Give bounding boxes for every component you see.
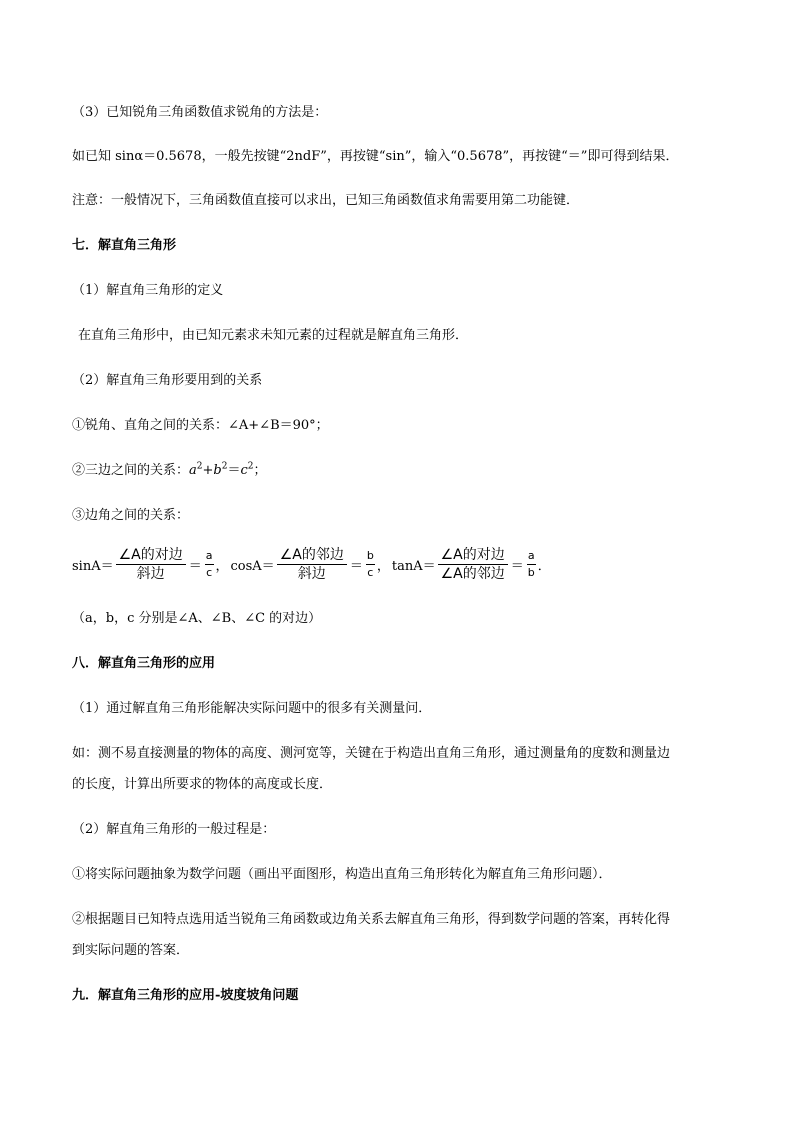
tan-ratio <box>527 548 536 581</box>
sin-denominator: 斜边 <box>136 565 165 582</box>
sin-numerator: ∠A的对边 <box>116 546 186 565</box>
equals-sign: ＝ <box>349 558 363 574</box>
equals-sign: ＝ <box>227 463 241 478</box>
plus-sign: + <box>202 463 214 478</box>
paragraph-relations-title: （2）解直角三角形要用到的关系 <box>72 373 263 388</box>
var-a: a <box>189 463 197 478</box>
paragraph-definition: 在直角三角形中，由已知元素求未知元素的过程就是解直角三角形． <box>78 328 469 343</box>
cos-fraction <box>277 546 347 583</box>
equals-sign: ＝ <box>510 558 524 574</box>
var-b: b <box>213 463 222 478</box>
section-heading-9: 九．解直角三角形的应用-坡度坡角问题 <box>72 988 299 1003</box>
process-step-1: ①将实际问题抽象为数学问题（画出平面图形，构造出直角三角形转化为解直角三角形问题）． <box>72 867 612 882</box>
comma: ， <box>376 558 390 574</box>
paragraph-note: 注意：一般情况下，三角函数值直接可以求出，已知三角函数值求角需要用第二功能键． <box>72 193 580 208</box>
ratio-denominator: c <box>206 565 213 579</box>
section-heading-7: 七．解直角三角形 <box>72 238 177 253</box>
paragraph-side-notation: （a，b，c 分别是∠A、∠B、∠C 的对边） <box>72 611 322 626</box>
period: ． <box>537 558 551 574</box>
tan-fraction <box>438 546 508 583</box>
sin-label: sinA＝ <box>72 558 114 574</box>
exponent: 2 <box>221 461 228 472</box>
tan-label: tanA＝ <box>391 558 436 574</box>
trig-formula <box>72 543 551 585</box>
var-c: c <box>240 463 248 478</box>
relation-sides-label: ②三边之间的关系： <box>72 463 190 478</box>
tan-numerator: ∠A的对边 <box>438 546 508 565</box>
ratio-numerator: a <box>205 548 214 565</box>
cos-denominator: 斜边 <box>297 565 326 582</box>
sin-fraction <box>116 546 186 583</box>
ratio-numerator: b <box>366 548 375 565</box>
relation-side-angle-title: ③边角之间的关系： <box>72 508 190 523</box>
ratio-numerator: a <box>527 548 536 565</box>
tan-denominator: ∠A的邻边 <box>440 565 505 582</box>
paragraph-process-title: （2）解直角三角形的一般过程是： <box>72 822 276 837</box>
ratio-denominator: b <box>527 565 535 579</box>
cos-ratio <box>366 548 375 581</box>
section-heading-8: 八．解直角三角形的应用 <box>72 656 216 671</box>
paragraph-example: 如已知 sinα＝0.5678，一般先按键“2ndF”，再按键“sin”，输入“0.5678”，再按键“＝”即可得到结果． <box>72 149 679 164</box>
relation-angles: ①锐角、直角之间的关系：∠A+∠B＝90°； <box>72 418 329 433</box>
paragraph-definition-title: （1）解直角三角形的定义 <box>72 283 224 298</box>
process-step-2-line-1: ②根据题目已知特点选用适当锐角三角函数或边角关系去解直角三角形，得到数学问题的答案，再转化得 <box>72 912 671 927</box>
equals-sign: ＝ <box>188 558 202 574</box>
cos-label: cosA＝ <box>230 558 275 574</box>
exponent: 2 <box>196 461 203 472</box>
ratio-denominator: c <box>367 565 374 579</box>
paragraph-example-line-2: 的长度，计算出所要求的物体的高度或长度． <box>72 777 333 792</box>
relation-sides <box>72 461 267 481</box>
paragraph-application-1: （1）通过解直角三角形能解决实际问题中的很多有关测量问． <box>72 701 432 716</box>
semicolon: ； <box>253 463 267 478</box>
paragraph-method-3: （3）已知锐角三角函数值求锐角的方法是： <box>72 105 328 120</box>
paragraph-example-line-1: 如：测不易直接测量的物体的高度、测河宽等，关键在于构造出直角三角形，通过测量角的度数和测量边 <box>72 746 671 761</box>
cos-numerator: ∠A的邻边 <box>277 546 347 565</box>
exponent: 2 <box>247 461 254 472</box>
sin-ratio <box>205 548 214 581</box>
comma: ， <box>215 558 229 574</box>
process-step-2-line-2: 到实际问题的答案． <box>72 943 190 958</box>
